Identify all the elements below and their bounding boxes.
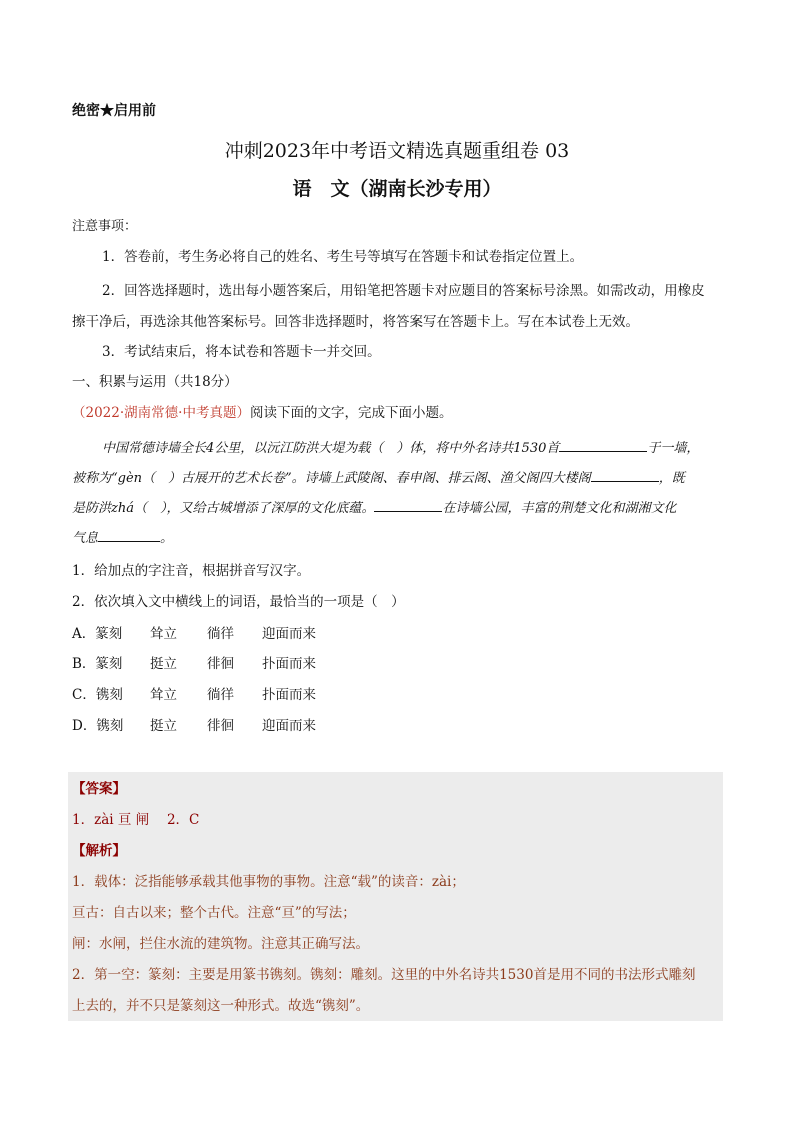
question-2: 2．依次填入文中横线上的词语，最恰当的一项是（ ）: [72, 594, 405, 610]
analysis-line-5: 上去的，并不只是篆刻这一种形式。故选“镌刻”。: [72, 998, 370, 1014]
analysis-line-1: 1．载体：泛指能够承载其他事物的事物。注意“载”的读音：zài；: [72, 874, 465, 890]
section-heading: 一、积累与运用（共18分）: [72, 374, 238, 390]
passage-line-4: [72, 527, 173, 549]
passage-line-3: [72, 497, 677, 519]
option-word: 耸立: [150, 626, 177, 642]
question-instruction: 阅读下面的文字，完成下面小题。: [249, 405, 453, 421]
option-word: 迎面而来: [262, 718, 316, 734]
notice-item-1: 1．答卷前，考生务必将自己的姓名、考生号等填写在答题卡和试卷指定位置上。: [102, 249, 584, 265]
option-word: 迎面而来: [262, 626, 316, 642]
answer-heading: 【答案】: [72, 781, 126, 797]
option-label: B．篆刻: [72, 656, 123, 672]
option-word: 耸立: [150, 687, 177, 703]
notice-item-2-cont: 擦干净后，再选涂其他答案标号。回答非选择题时，将答案写在答题卡上。写在本试卷上无效。: [72, 314, 639, 330]
question-1: 1．给加点的字注音，根据拼音写汉字。: [72, 563, 311, 579]
notice-heading: 注意事项：: [72, 219, 138, 234]
secret-mark: 绝密★启用前: [72, 103, 156, 119]
option-word: 挺立: [150, 656, 177, 672]
option-word: 扑面而来: [262, 656, 316, 672]
option-label: C．镌刻: [72, 687, 123, 703]
option-word: 徜徉: [207, 626, 234, 642]
exam-subtitle: 语 文（湖南长沙专用）: [292, 178, 502, 200]
fill-blank-2[interactable]: [591, 467, 659, 482]
option-label: D．镌刻: [72, 718, 124, 734]
fill-blank-3[interactable]: [374, 497, 442, 512]
notice-item-2: 2．回答选择题时，选出每小题答案后，用铅笔把答题卡对应题目的答案标号涂黑。如需改动，用橡皮: [102, 283, 705, 299]
exam-title: 冲刺2023年中考语文精选真题重组卷 03: [224, 140, 570, 162]
passage-text: 中国常德诗墙全长4公里，以沅江防洪大堤为载（ ）体，将中外名诗共1530首: [102, 441, 560, 456]
fill-blank-1[interactable]: [559, 437, 647, 452]
passage-text: 气息: [72, 531, 99, 546]
passage-text: 被称为“gèn（ ）古展开的艺术长卷”。诗墙上武陵阁、春申阁、排云阁、渔父阁四大楼阁: [72, 471, 591, 486]
analysis-line-2: 亘古：自古以来；整个古代。注意“亘”的写法；: [72, 905, 356, 921]
analysis-line-3: 闸：水闸，拦住水流的建筑物。注意其正确写法。: [72, 936, 369, 952]
question-source-line: [72, 403, 452, 423]
option-word: 扑面而来: [262, 687, 316, 703]
fill-blank-4[interactable]: [98, 527, 160, 542]
notice-item-3: 3．考试结束后，将本试卷和答题卡一并交回。: [102, 344, 381, 360]
option-word: 徘徊: [207, 656, 234, 672]
passage-line-2: [72, 467, 685, 489]
passage-text: 。: [160, 531, 174, 546]
passage-text: ，既: [658, 471, 685, 486]
question-source: （2022·湖南常德·中考真题）: [72, 405, 250, 421]
option-word: 徘徊: [207, 718, 234, 734]
option-word: 徜徉: [207, 687, 234, 703]
analysis-line-4: 2．第一空：篆刻：主要是用篆书镌刻。镌刻：雕刻。这里的中外名诗共1530首是用不同的书法形式雕刻: [72, 967, 696, 983]
option-label: A．篆刻: [72, 626, 123, 642]
passage-text: 在诗墙公园，丰富的荆楚文化和湖湘文化: [442, 501, 677, 516]
option-word: 挺立: [150, 718, 177, 734]
passage-line-1: [102, 437, 699, 459]
answer-text: 1．zài 亘 闸 2．C: [72, 812, 200, 828]
passage-text: 于一墙，: [647, 441, 700, 456]
analysis-heading: 【解析】: [72, 843, 126, 859]
passage-text: 是防洪zhá（ ），又给古城增添了深厚的文化底蕴。: [72, 501, 375, 516]
